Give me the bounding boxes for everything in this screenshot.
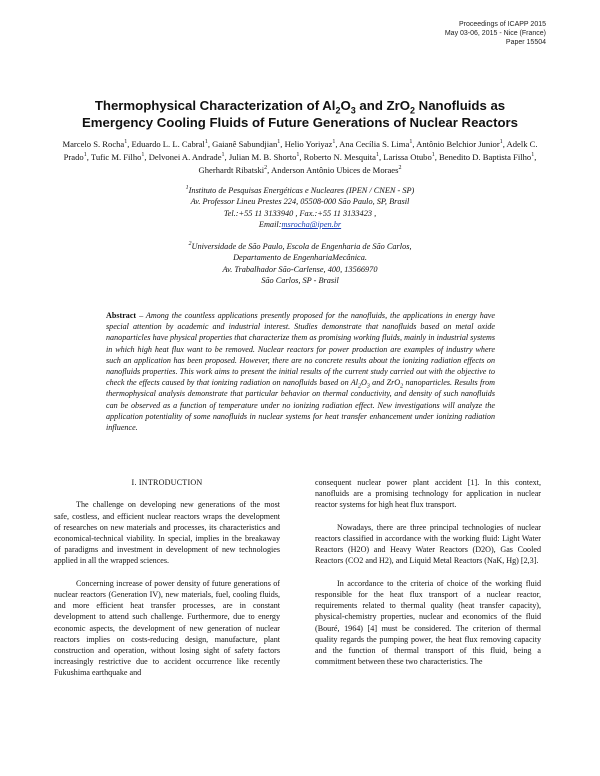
author-name: Julian M. B. Shorto (228, 151, 297, 162)
author-name: Larissa Otubo (383, 151, 432, 162)
author-affiliation-mark: 1 (332, 139, 336, 146)
paragraph: Concerning increase of power density of future generations of nuclear reactors (Generation IV), new materials, fuel, cooling fluids, and more efficient heat transfer processes, are in constant development to attend such challenge. Furthermore, due to energy economic aspects, the development of new generation of nuclear reactors implies on costs-reducing design, manufacture, plant construction and operation, without losing sight of safety factors increasingly restrictive due to accident occurrence like recently Fukushima earthquake and (54, 578, 280, 678)
author-affiliation-mark: 1 (296, 151, 300, 158)
paragraph: Nowadays, there are three principal technologies of nuclear reactors classified in accordance with the working fluid: Light Water Reactors (H2O) and Heavy Water Reactors (D2O), Gas Cooled Reactors (CO2 and H2), and Liquid Metal Reactors (NaK, Hg) [2,3]. (315, 522, 541, 566)
author-affiliation-mark: 2 (398, 164, 402, 171)
author-affiliation-mark: 1 (531, 151, 535, 158)
header-dates: May 03-06, 2015 - Nice (France) (444, 30, 546, 37)
abstract-label: Abstract (106, 311, 137, 320)
author-list: Marcelo S. Rocha$^1$, Eduardo L. L. Cabral$^1$, Gaianê Sabundjian$^1$, Helio Yoriyaz$^1$, Ana Cecília S. Lima$^1$, Antônio Belchior Junior$^1$, Adelk C. Prado$^1$, Tufic M. Filho$^1$, Delvonei A. Andrade$^1$, Julian M. B. Shorto$^1$, Roberto N. Mesquita$^1$, Larissa Otubo$^1$, Benedito D. Baptista Filho$^1$, Gherhardt Ribatski$^2$, Anderson Antônio Ubices de Moraes$^2$ (62, 139, 538, 175)
paragraph: The challenge on developing new generations of the most safe, costless, and efficient nuclear reactors wraps the development of researches on new materials and processes, its characteristics and economical-technical viability. In special, implies in the breakaway of paradigms and investment in development of new technologies applied in all the wrapped sciences. (54, 500, 280, 566)
author-affiliation-mark: 2 (264, 164, 268, 171)
paper-title: Thermophysical Characterization of $Al_2O_3$ and ZrO$_2$ Nanofluids as Emergency Cooling Fluids of Future Generations of Nuclear Reactors (82, 98, 518, 130)
author-name: Tufic M. Filho (90, 151, 142, 162)
author-name: Delvonei A. Andrade (148, 151, 222, 162)
author-name: Eduardo L. L. Cabral (131, 139, 205, 149)
body-column-right (315, 477, 541, 679)
author-name: Roberto N. Mesquita (303, 151, 376, 162)
author-name: Gherhardt Ribatski (198, 164, 265, 175)
proceedings-header (445, 20, 546, 47)
author-name: Anderson Antônio Ubices de Moraes (271, 164, 399, 175)
author-affiliation-mark: 1 (124, 139, 128, 146)
author-name: Adelk C. Prado (63, 139, 538, 162)
email-link[interactable]: msrocha@ipen.br (281, 220, 342, 230)
abstract: Abstract – Among the countless applications presently proposed for the nanofluids, the applications in energy have special attention by academic and industrial interest. Studies demonstrate that nanofluids based on metal oxide nanoparticles have physical properties that characterize them as promising working fluids, mainly in industrial systems in which high heat flux want to be removed. Nuclear reactors for power production are examples of industry where such an application has been proposed. However, there are no concrete results about the ionizing radiation effects on nanofluids properties. This work aims to present the initial results of the current study carried out with the objective to check the effects caused by that ionizing radiation on nanofluids based on $Al_2O_3$ and ZrO$_2$ nanoparticles. Results from thermophysical analysis demonstrate that particular behavior on thermal conductivity, and density of such nanofluids can be observed as a function of temperature under no ionizing radiation effect. New investigations will analyze the application potentiality of some nanofluids in nuclear systems for heat transfer enhancement under ionizing radiation influence. (106, 311, 495, 433)
paper-title-line2: Emergency Cooling Fluids of Future Generations of Nuclear Reactors (82, 115, 518, 130)
header-paper-number: Paper 15504 (505, 39, 546, 46)
author-affiliation-mark: 1 (409, 139, 413, 146)
affiliation-ipen: $^1$Instituto de Pesquisas Energéticas e Nucleares (IPEN / CNEN - SP) Av. Professor Lineu Prestes 224, 05508-000 São Paulo, SP, Brasil Tel.:+55 11 3133940 , Fax.:+55 11 3133423 , Email:msrocha@ipen.br (185, 185, 415, 230)
author-affiliation-mark: 1 (431, 151, 435, 158)
paragraph: consequent nuclear power plant accident [1]. In this context, nanofluids are a promising technology for application in nuclear reactor systems for high heat flux transport. (315, 478, 541, 510)
author-name: Helio Yoriyaz (284, 139, 333, 149)
affiliation-usp: $^2$Universidade de São Paulo, Escola de Engenharia de São Carlos, Departamento de EngenhariaMecânica. Av. Trabalhador São-Carlense, 400, 13566970 São Carlos, SP - Brasil (188, 241, 412, 286)
author-affiliation-mark: 1 (204, 139, 208, 146)
author-affiliation-mark: 1 (277, 139, 281, 146)
author-name: Antônio Belchior Junior (416, 139, 500, 149)
body-column-left (54, 477, 280, 690)
author-affiliation-mark: 1 (141, 151, 145, 158)
author-affiliation-mark: 1 (499, 139, 503, 146)
paragraph: In accordance to the criteria of choice of the working fluid responsible for the heat flux transport of a nuclear reactor, requirements related to thermal quality (heat transfer capacity), physical-chemistry properties, nuclear and economics of the fluid (Bouré, 1964) [4] must be considered. The criterion of thermal quality regards the pumping power, the heat flux removing capacity and the function of thermal transport of this fluid, being a commitment between these two characteristics. The (315, 578, 541, 667)
header-conference: Proceedings of ICAPP 2015 (458, 21, 546, 28)
author-affiliation-mark: 1 (83, 151, 87, 158)
author-name: Benedito D. Baptista Filho (439, 151, 532, 162)
author-affiliation-mark: 1 (221, 151, 225, 158)
author-affiliation-mark: 1 (376, 151, 379, 158)
author-name: Gaianê Sabundjian (212, 139, 278, 149)
author-name: Marcelo S. Rocha (62, 139, 125, 149)
section-heading-introduction: I. INTRODUCTION (131, 478, 203, 487)
author-name: Ana Cecília S. Lima (339, 139, 410, 149)
